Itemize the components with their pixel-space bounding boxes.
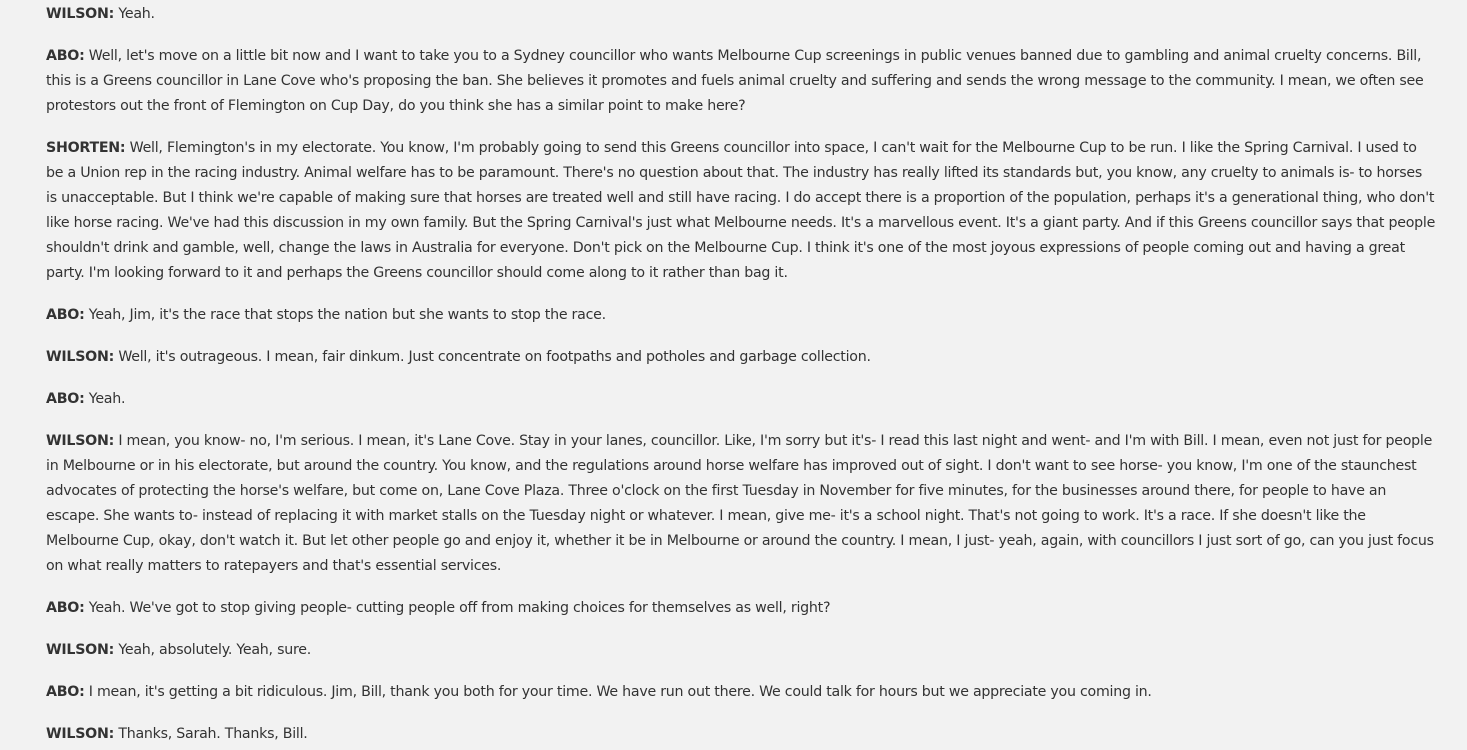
speech-text: Thanks, Sarah. Thanks, Bill. bbox=[118, 726, 308, 742]
transcript-paragraph bbox=[46, 44, 1436, 119]
speaker-name: WILSON: bbox=[46, 642, 115, 658]
speech-text: Well, it's outrageous. I mean, fair dinkum. Just concentrate on footpaths and potholes and garbage collection. bbox=[118, 349, 871, 365]
transcript-paragraph bbox=[46, 387, 1436, 412]
speaker-name: ABO: bbox=[46, 684, 85, 700]
speaker-name: ABO: bbox=[46, 600, 85, 616]
speaker-name: WILSON: bbox=[46, 726, 115, 742]
speaker-name: SHORTEN: bbox=[46, 140, 126, 156]
speech-text: I mean, you know- no, I'm serious. I mean, it's Lane Cove. Stay in your lanes, councillor. Like, I'm sorry but it's- I read this last night and went- and I'm with Bill. I mean, even not just for people in Melbourne or in his electorate, but around the country. You know, and the regulations around horse welfare has improved out of sight. I don't want to see horse- you know, I'm one of the staunchest advocates of protecting the horse's welfare, but come on, Lane Cove Plaza. Three o'clock on the first Tuesday in November for five minutes, for the businesses around there, for people to have an escape. She wants to- instead of replacing it with market stalls on the Tuesday night or whatever. I mean, give me- it's a school night. That's not going to work. It's a race. If she doesn't like the Melbourne Cup, okay, don't watch it. But let other people go and enjoy it, whether it be in Melbourne or around the country. I mean, I just- yeah, again, with councillors I just sort of go, can you just focus on what really matters to ratepayers and that's essential services. bbox=[46, 433, 1434, 574]
transcript-paragraph bbox=[46, 596, 1436, 621]
transcript-paragraph bbox=[46, 303, 1436, 328]
speaker-name: ABO: bbox=[46, 307, 85, 323]
transcript bbox=[46, 0, 1436, 747]
transcript-paragraph bbox=[46, 429, 1436, 579]
transcript-paragraph bbox=[46, 680, 1436, 705]
transcript-paragraph bbox=[46, 638, 1436, 663]
transcript-paragraph bbox=[46, 136, 1436, 286]
speaker-name: WILSON: bbox=[46, 349, 115, 365]
speaker-name: WILSON: bbox=[46, 6, 115, 22]
speech-text: Yeah. bbox=[118, 6, 155, 22]
transcript-paragraph bbox=[46, 345, 1436, 370]
speaker-name: WILSON: bbox=[46, 433, 115, 449]
transcript-paragraph bbox=[46, 722, 1436, 747]
speech-text: Yeah, absolutely. Yeah, sure. bbox=[118, 642, 311, 658]
speaker-name: ABO: bbox=[46, 391, 85, 407]
speech-text: Well, let's move on a little bit now and I want to take you to a Sydney councillor who wants Melbourne Cup screenings in public venues banned due to gambling and animal cruelty concerns. Bill, this is a Greens councillor in Lane Cove who's proposing the ban. She believes it promotes and fuels animal cruelty and suffering and sends the wrong message to the community. I mean, we often see protestors out the front of Flemington on Cup Day, do you think she has a similar point to make here? bbox=[46, 48, 1424, 114]
speech-text: Yeah. bbox=[88, 391, 126, 407]
speech-text: I mean, it's getting a bit ridiculous. Jim, Bill, thank you both for your time. We have run out there. We could talk for hours but we appreciate you coming in. bbox=[88, 684, 1152, 700]
speech-text: Yeah, Jim, it's the race that stops the nation but she wants to stop the race. bbox=[88, 307, 606, 323]
speaker-name: ABO: bbox=[46, 48, 85, 64]
speech-text: Well, Flemington's in my electorate. You know, I'm probably going to send this Greens councillor into space, I can't wait for the Melbourne Cup to be run. I like the Spring Carnival. I used to be a Union rep in the racing industry. Animal welfare has to be paramount. There's no question about that. The industry has really lifted its standards but, you know, any cruelty to animals is- to horses is unacceptable. But I think we're capable of making sure that horses are treated well and still have racing. I do accept there is a proportion of the population, perhaps it's a generational thing, who don't like horse racing. We've had this discussion in my own family. But the Spring Carnival's just what Melbourne needs. It's a marvellous event. It's a giant party. And if this Greens councillor says that people shouldn't drink and gamble, well, change the laws in Australia for everyone. Don't pick on the Melbourne Cup. I think it's one of the most joyous expressions of people coming out and having a great party. I'm looking forward to it and perhaps the Greens councillor should come along to it rather than bag it. bbox=[46, 140, 1436, 281]
transcript-paragraph bbox=[46, 2, 1436, 27]
speech-text: Yeah. We've got to stop giving people- cutting people off from making choices for themselves as well, right? bbox=[88, 600, 831, 616]
